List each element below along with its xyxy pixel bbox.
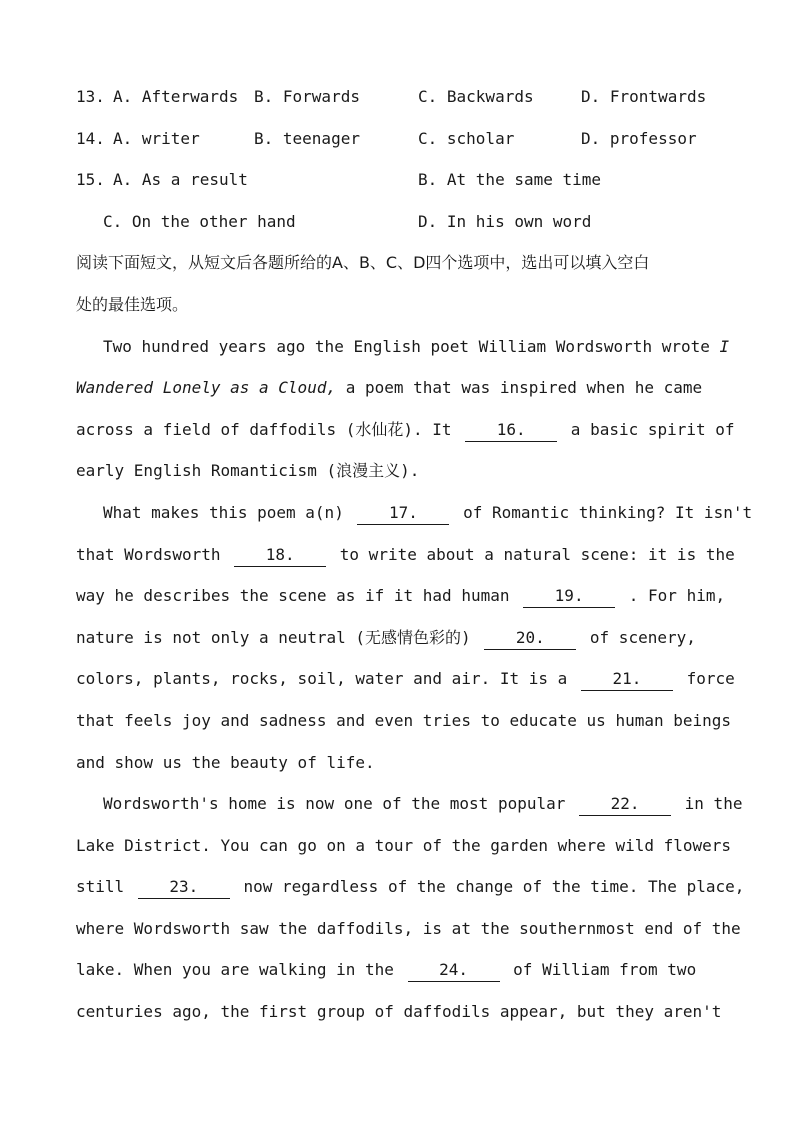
passage-line	[76, 496, 753, 538]
option-d: D. professor	[581, 128, 697, 148]
passage-line: Lake District. You can go on a tour of the garden where wild flowers	[76, 835, 732, 855]
passage-line	[76, 330, 736, 372]
option-b: B. teenager	[254, 128, 360, 148]
option-c: C. Backwards	[418, 87, 534, 106]
passage-text: . For him,	[628, 586, 726, 606]
option-c: C. On the other hand	[103, 211, 296, 231]
passage-line	[76, 621, 736, 663]
passage-line	[76, 953, 736, 995]
passage-line	[76, 579, 736, 621]
answer-blank-22[interactable]: 22.	[579, 793, 671, 816]
passage-text: nature is not only a neutral (无感情色彩的)	[76, 627, 471, 647]
passage-text: of scenery,	[589, 627, 696, 647]
option-d: D. Frontwards	[581, 87, 707, 106]
passage-text: of William from two	[513, 960, 697, 980]
passage-text: in the	[684, 794, 743, 814]
option-c: C. scholar	[418, 128, 515, 148]
passage-text: that Wordsworth	[76, 544, 221, 564]
document-page	[76, 80, 753, 1037]
instructions-line-2: 处的最佳选项。	[76, 294, 189, 314]
answer-blank-21[interactable]: 21.	[581, 668, 673, 691]
question-14-options	[76, 122, 736, 164]
option-a: A. Afterwards	[113, 87, 239, 106]
question-number: 14.	[76, 128, 105, 148]
answer-blank-19[interactable]: 19.	[523, 585, 615, 608]
passage-text: across a field of daffodils (水仙花). It	[76, 419, 452, 439]
passage-line	[76, 538, 736, 580]
passage-text: colors, plants, rocks, soil, water and air. It is a	[76, 669, 568, 689]
answer-blank-23[interactable]: 23.	[138, 876, 230, 899]
passage-text: of Romantic thinking? It isn't	[463, 502, 753, 522]
passage-text: lake. When you are walking in the	[76, 960, 394, 980]
instructions-line-1: 阅读下面短文，从短文后各题所给的A、B、C、D四个选项中，选出可以填入空白	[76, 253, 650, 273]
passage-text: way he describes the scene as if it had human	[76, 586, 510, 606]
answer-blank-20[interactable]: 20.	[484, 627, 576, 650]
option-a: A. writer	[113, 128, 200, 148]
passage-text: Two hundred years ago the English poet William Wordsworth wrote	[103, 336, 720, 356]
passage-text: What makes this poem a(n)	[103, 502, 344, 522]
option-d: D. In his own word	[418, 211, 592, 231]
poem-title: Wandered Lonely as a Cloud,	[76, 378, 337, 398]
passage-text: to write about a natural scene: it is the	[339, 544, 735, 564]
question-number: 15.	[76, 170, 105, 190]
passage-line: early English Romanticism (浪漫主义).	[76, 461, 420, 481]
poem-title: I	[719, 336, 730, 356]
passage-line: that feels joy and sadness and even tries to educate us human beings	[76, 710, 732, 730]
passage-text: now regardless of the change of the time. The place,	[243, 877, 745, 897]
question-15-options	[76, 163, 736, 205]
question-number: 13.	[76, 87, 105, 106]
passage-text: still	[76, 877, 125, 897]
answer-blank-18[interactable]: 18.	[234, 544, 326, 567]
answer-blank-16[interactable]: 16.	[465, 419, 557, 442]
question-13-options	[76, 80, 736, 122]
option-b: B. Forwards	[254, 87, 360, 106]
passage-text: force	[686, 669, 735, 689]
passage-line	[76, 413, 736, 455]
option-a: A. As a result	[113, 170, 248, 190]
answer-blank-24[interactable]: 24.	[408, 959, 500, 982]
passage-text: a poem that was inspired when he came	[336, 378, 703, 398]
question-15-options-continued	[76, 205, 736, 247]
passage-line	[76, 662, 736, 704]
passage-text: Wordsworth's home is now one of the most popular	[103, 794, 566, 814]
passage-line: where Wordsworth saw the daffodils, is at the southernmost end of the	[76, 918, 741, 938]
passage-line	[76, 787, 743, 829]
passage-line: and show us the beauty of life.	[76, 752, 375, 772]
passage-text: a basic spirit of	[561, 419, 735, 439]
answer-blank-17[interactable]: 17.	[357, 502, 449, 525]
passage-line: centuries ago, the first group of daffodils appear, but they aren't	[76, 1002, 722, 1022]
passage-line	[76, 371, 736, 413]
option-b: B. At the same time	[418, 170, 602, 190]
passage-line	[76, 870, 745, 912]
